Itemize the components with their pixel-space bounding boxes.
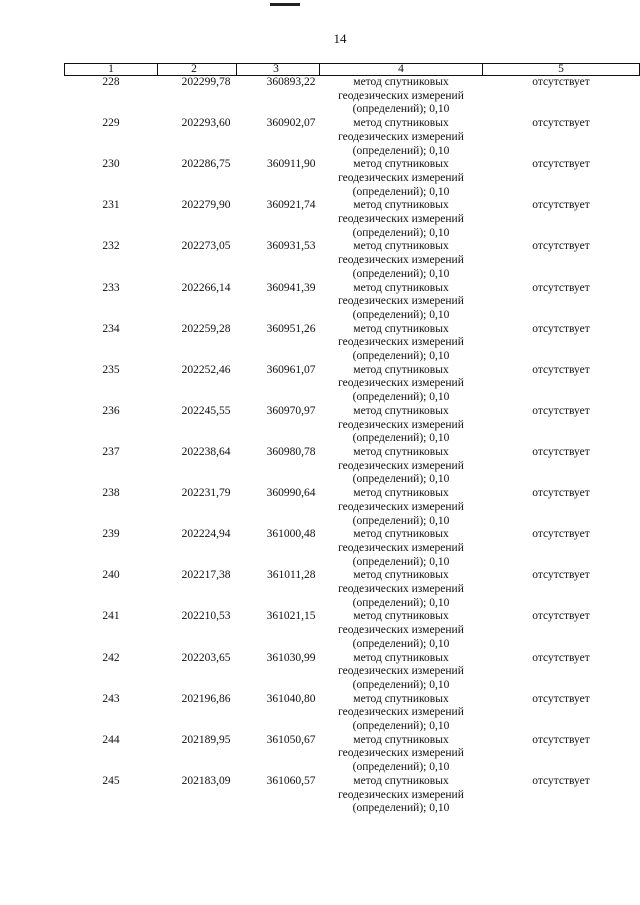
column-header-2: 2	[158, 64, 237, 76]
description-cell: отсутствует	[532, 76, 590, 88]
description-cell: отсутствует	[532, 569, 590, 582]
description-cell: отсутствует	[532, 445, 590, 458]
description-cell: отсутствует	[532, 117, 590, 130]
table-row	[65, 405, 640, 446]
x-coordinate-cell: 202238,64	[181, 445, 231, 458]
method-cell: метод спутниковых геодезических измерений (определений); 0,10	[338, 158, 464, 198]
description-cell: отсутствует	[532, 240, 590, 253]
method-cell: метод спутниковых геодезических измерений (определений); 0,10	[338, 76, 464, 116]
point-number-cell: 235	[102, 363, 120, 376]
point-number-cell: 244	[102, 733, 120, 746]
x-coordinate-cell: 202183,09	[181, 774, 231, 787]
table-row	[65, 282, 640, 323]
x-coordinate-cell: 202245,55	[181, 404, 231, 417]
y-coordinate-cell: 360951,26	[266, 322, 316, 335]
method-cell: метод спутниковых геодезических измерений (определений); 0,10	[338, 404, 464, 445]
x-coordinate-cell: 202299,78	[181, 76, 231, 88]
description-cell: отсутствует	[532, 610, 590, 623]
description-cell: отсутствует	[532, 404, 590, 417]
description-cell: отсутствует	[532, 733, 590, 746]
table-row	[65, 364, 640, 405]
description-cell: отсутствует	[532, 774, 590, 787]
table-row	[65, 528, 640, 569]
x-coordinate-cell: 202189,95	[181, 733, 231, 746]
table-row	[65, 76, 640, 118]
table-row	[65, 446, 640, 487]
y-coordinate-cell: 361030,99	[266, 651, 316, 664]
table-body	[65, 76, 640, 816]
y-coordinate-cell: 361060,57	[266, 774, 316, 787]
table-row	[65, 775, 640, 816]
point-number-cell: 229	[102, 117, 120, 130]
y-coordinate-cell: 361021,15	[266, 610, 316, 623]
top-scan-mark	[270, 3, 300, 6]
x-coordinate-cell: 202231,79	[181, 487, 231, 500]
point-number-cell: 230	[102, 158, 120, 171]
description-cell: отсутствует	[532, 281, 590, 294]
method-cell: метод спутниковых геодезических измерений (определений); 0,10	[338, 199, 464, 239]
table-row	[65, 323, 640, 364]
method-cell: метод спутниковых геодезических измерений (определений); 0,10	[338, 651, 464, 691]
y-coordinate-cell: 361050,67	[266, 733, 316, 746]
method-cell: метод спутниковых геодезических измерений (определений); 0,10	[338, 774, 464, 815]
point-number-cell: 234	[102, 322, 120, 335]
method-cell: метод спутниковых геодезических измерений (определений); 0,10	[338, 733, 464, 774]
y-coordinate-cell: 360961,07	[266, 363, 316, 376]
column-header-1: 1	[65, 64, 158, 76]
description-cell: отсутствует	[532, 199, 590, 212]
column-header-5: 5	[483, 64, 640, 76]
table-row	[65, 487, 640, 528]
method-cell: метод спутниковых геодезических измерений (определений); 0,10	[338, 610, 464, 650]
description-cell: отсутствует	[532, 692, 590, 705]
point-number-cell: 245	[102, 774, 120, 787]
table-row	[65, 734, 640, 775]
x-coordinate-cell: 202210,53	[181, 610, 231, 623]
table-row	[65, 158, 640, 199]
method-cell: метод спутниковых геодезических измерений (определений); 0,10	[338, 240, 464, 280]
point-number-cell: 243	[102, 692, 120, 705]
coordinates-table	[64, 63, 640, 816]
x-coordinate-cell: 202259,28	[181, 322, 231, 335]
y-coordinate-cell: 360990,64	[266, 487, 316, 500]
x-coordinate-cell: 202196,86	[181, 692, 231, 705]
method-cell: метод спутниковых геодезических измерений (определений); 0,10	[338, 528, 464, 568]
point-number-cell: 228	[102, 76, 120, 88]
method-cell: метод спутниковых геодезических измерений (определений); 0,10	[338, 363, 464, 404]
point-number-cell: 231	[102, 199, 120, 212]
description-cell: отсутствует	[532, 158, 590, 171]
point-number-cell: 238	[102, 487, 120, 500]
table-header-row	[65, 64, 640, 76]
method-cell: метод спутниковых геодезических измерений (определений); 0,10	[338, 117, 464, 157]
x-coordinate-cell: 202273,05	[181, 240, 231, 253]
table-row	[65, 117, 640, 158]
table-row	[65, 240, 640, 281]
table-row	[65, 199, 640, 240]
y-coordinate-cell: 361011,28	[267, 569, 316, 582]
method-cell: метод спутниковых геодезических измерений (определений); 0,10	[338, 569, 464, 609]
y-coordinate-cell: 360911,90	[267, 158, 316, 171]
x-coordinate-cell: 202266,14	[181, 281, 231, 294]
x-coordinate-cell: 202279,90	[181, 199, 231, 212]
x-coordinate-cell: 202217,38	[181, 569, 231, 582]
y-coordinate-cell: 361000,48	[266, 528, 316, 541]
point-number-cell: 240	[102, 569, 120, 582]
method-cell: метод спутниковых геодезических измерений (определений); 0,10	[338, 445, 464, 486]
y-coordinate-cell: 360902,07	[266, 117, 316, 130]
x-coordinate-cell: 202293,60	[181, 117, 231, 130]
y-coordinate-cell: 361040,80	[266, 692, 316, 705]
y-coordinate-cell: 360893,22	[266, 76, 316, 88]
page-number: 14	[333, 31, 347, 46]
point-number-cell: 232	[102, 240, 120, 253]
point-number-cell: 237	[102, 445, 120, 458]
x-coordinate-cell: 202224,94	[181, 528, 231, 541]
y-coordinate-cell: 360941,39	[266, 281, 316, 294]
point-number-cell: 239	[102, 528, 120, 541]
method-cell: метод спутниковых геодезических измерений (определений); 0,10	[338, 692, 464, 733]
y-coordinate-cell: 360970,97	[266, 404, 316, 417]
point-number-cell: 236	[102, 404, 120, 417]
x-coordinate-cell: 202252,46	[181, 363, 231, 376]
table-row	[65, 610, 640, 651]
description-cell: отсутствует	[532, 363, 590, 376]
table-row	[65, 569, 640, 610]
point-number-cell: 242	[102, 651, 120, 664]
x-coordinate-cell: 202203,65	[181, 651, 231, 664]
description-cell: отсутствует	[532, 322, 590, 335]
description-cell: отсутствует	[532, 487, 590, 500]
method-cell: метод спутниковых геодезических измерений (определений); 0,10	[338, 487, 464, 527]
point-number-cell: 241	[102, 610, 120, 623]
description-cell: отсутствует	[532, 651, 590, 664]
x-coordinate-cell: 202286,75	[181, 158, 231, 171]
description-cell: отсутствует	[532, 528, 590, 541]
column-header-3: 3	[237, 64, 320, 76]
y-coordinate-cell: 360931,53	[266, 240, 316, 253]
y-coordinate-cell: 360980,78	[266, 445, 316, 458]
column-header-4: 4	[320, 64, 483, 76]
y-coordinate-cell: 360921,74	[266, 199, 316, 212]
method-cell: метод спутниковых геодезических измерений (определений); 0,10	[338, 281, 464, 321]
method-cell: метод спутниковых геодезических измерений (определений); 0,10	[338, 322, 464, 363]
point-number-cell: 233	[102, 281, 120, 294]
table-row	[65, 652, 640, 693]
table-row	[65, 693, 640, 734]
